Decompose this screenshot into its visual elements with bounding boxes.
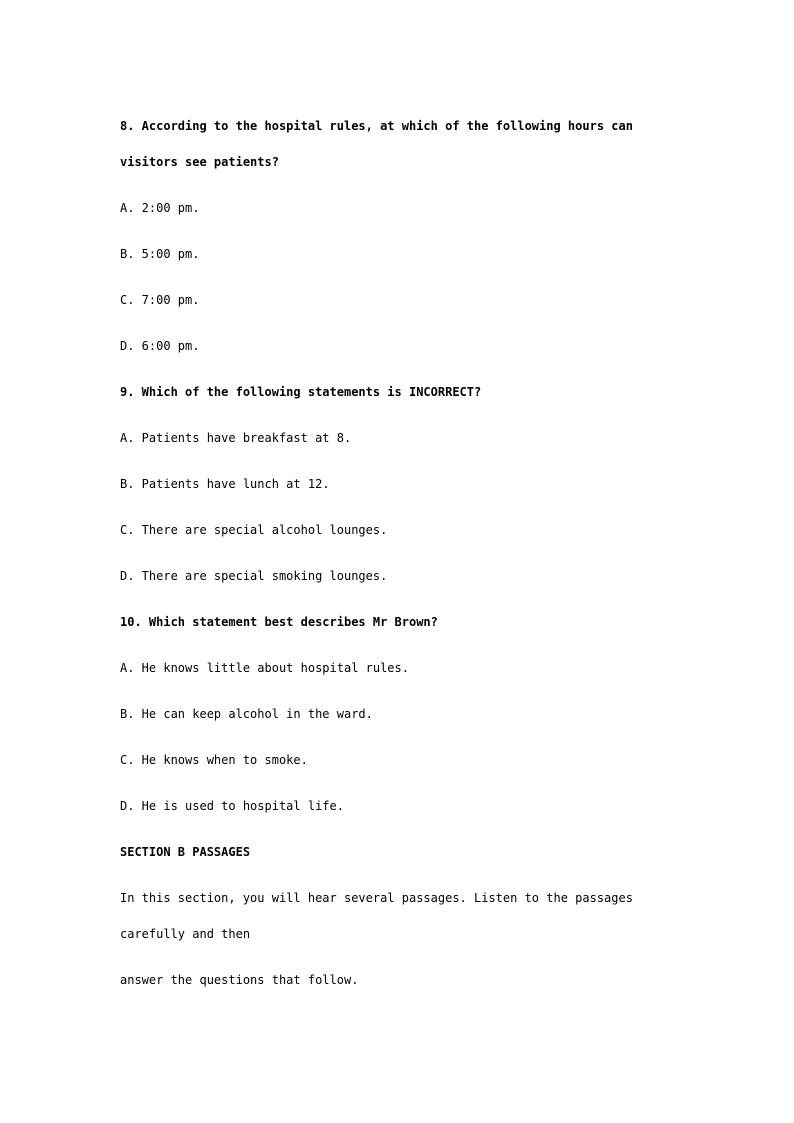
question-10-text: 10. Which statement best describes Mr Brown?	[120, 615, 438, 629]
question-9-option-c: C. There are special alcohol lounges.	[120, 523, 388, 537]
question-9-option-d: D. There are special smoking lounges.	[120, 569, 388, 583]
question-8-option-b: B. 5:00 pm.	[120, 247, 200, 261]
question-10-option-a: A. He knows little about hospital rules.	[120, 661, 409, 675]
question-8-option-a: A. 2:00 pm.	[120, 201, 200, 215]
question-9-option-a: A. Patients have breakfast at 8.	[120, 431, 352, 445]
section-b-intro-line3: answer the questions that follow.	[120, 973, 359, 987]
section-b-intro-line1: In this section, you will hear several passages. Listen to the passages	[120, 891, 633, 905]
question-9-option-b: B. Patients have lunch at 12.	[120, 477, 330, 491]
question-8-text-line1: 8. According to the hospital rules, at which of the following hours can	[120, 119, 633, 133]
question-10-option-d: D. He is used to hospital life.	[120, 799, 344, 813]
section-b-heading: SECTION B PASSAGES	[120, 845, 251, 859]
question-10-option-c: C. He knows when to smoke.	[120, 753, 308, 767]
question-9-text: 9. Which of the following statements is INCORRECT?	[120, 385, 482, 399]
question-8-option-c: C. 7:00 pm.	[120, 293, 200, 307]
section-b-intro-line2: carefully and then	[120, 927, 251, 941]
question-10-option-b: B. He can keep alcohol in the ward.	[120, 707, 373, 721]
question-8-option-d: D. 6:00 pm.	[120, 339, 200, 353]
question-8-text-line2: visitors see patients?	[120, 155, 279, 169]
